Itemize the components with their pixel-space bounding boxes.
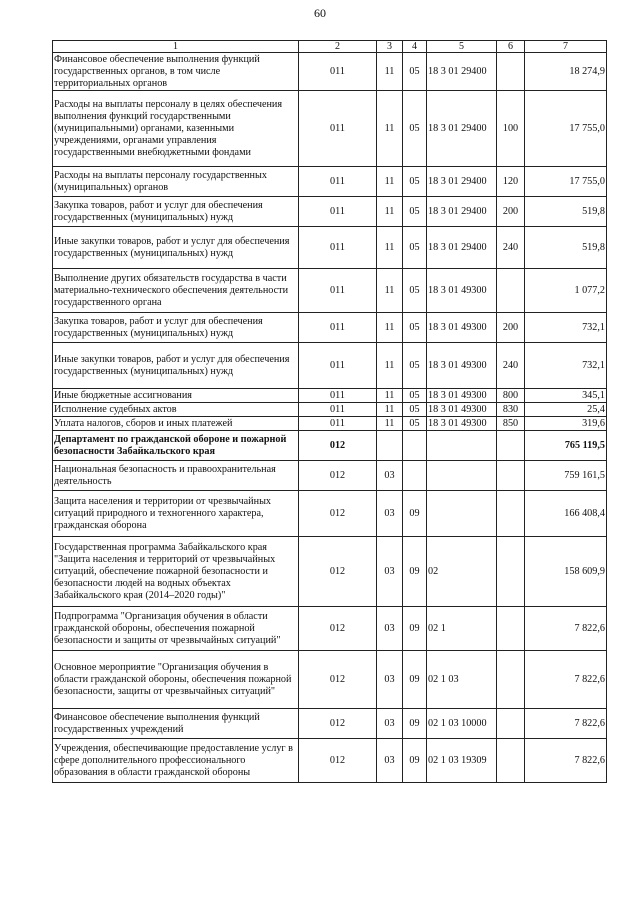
row-amount: 7 822,6 [525,739,607,783]
row-subsection: 05 [403,91,427,167]
row-subsection: 09 [403,607,427,651]
row-section: 11 [377,197,403,227]
table-body [53,53,607,783]
row-amount: 7 822,6 [525,607,607,651]
table-row [53,431,607,461]
row-expense-type [497,491,525,537]
row-amount: 7 822,6 [525,651,607,709]
row-subsection: 05 [403,313,427,343]
row-amount: 519,8 [525,197,607,227]
table-row [53,389,607,403]
row-section: 03 [377,709,403,739]
column-number-row [53,41,607,53]
row-section: 03 [377,739,403,783]
row-target-article: 18 3 01 29400 [427,197,497,227]
row-amount: 759 161,5 [525,461,607,491]
column-number: 2 [299,41,377,53]
row-description: Подпрограмма "Организация обучения в области гражданской обороны, обеспечения пожарной безопасности и защиты от чрезвычайных ситуаций" [53,607,299,651]
table-row [53,269,607,313]
row-ministry-code: 012 [299,709,377,739]
row-ministry-code: 011 [299,343,377,389]
row-target-article: 18 3 01 49300 [427,343,497,389]
row-amount: 25,4 [525,403,607,417]
row-target-article: 18 3 01 49300 [427,313,497,343]
row-subsection: 05 [403,197,427,227]
row-section: 03 [377,651,403,709]
row-subsection: 09 [403,537,427,607]
table-row [53,491,607,537]
row-amount: 345,1 [525,389,607,403]
row-ministry-code: 012 [299,461,377,491]
row-target-article: 02 1 03 [427,651,497,709]
row-expense-type [497,739,525,783]
row-ministry-code: 011 [299,167,377,197]
row-expense-type: 800 [497,389,525,403]
row-section: 11 [377,269,403,313]
row-expense-type: 200 [497,313,525,343]
row-description: Иные закупки товаров, работ и услуг для обеспечения государственных (муниципальных) нужд [53,227,299,269]
row-description: Финансовое обеспечение выполнения функций государственных учреждений [53,709,299,739]
row-expense-type: 240 [497,227,525,269]
row-subsection: 05 [403,227,427,269]
row-description: Защита населения и территории от чрезвычайных ситуаций природного и техногенного характера, гражданская оборона [53,491,299,537]
column-number: 5 [427,41,497,53]
row-amount: 765 119,5 [525,431,607,461]
row-ministry-code: 012 [299,537,377,607]
column-number: 6 [497,41,525,53]
row-ministry-code: 011 [299,197,377,227]
row-expense-type [497,53,525,91]
row-subsection [403,431,427,461]
row-description: Расходы на выплаты персоналу государственных (муниципальных) органов [53,167,299,197]
row-target-article: 18 3 01 49300 [427,403,497,417]
table-row [53,537,607,607]
table-row [53,343,607,389]
table-row [53,167,607,197]
row-expense-type: 100 [497,91,525,167]
row-expense-type: 850 [497,417,525,431]
row-ministry-code: 012 [299,607,377,651]
row-target-article: 02 1 03 10000 [427,709,497,739]
row-section: 03 [377,537,403,607]
row-expense-type: 120 [497,167,525,197]
row-description: Финансовое обеспечение выполнения функций государственных органов, в том числе территориальных органов [53,53,299,91]
row-amount: 17 755,0 [525,167,607,197]
row-section: 03 [377,461,403,491]
row-amount: 158 609,9 [525,537,607,607]
row-target-article [427,461,497,491]
row-subsection: 05 [403,343,427,389]
column-number: 1 [53,41,299,53]
row-amount: 1 077,2 [525,269,607,313]
row-expense-type [497,651,525,709]
row-description: Иные бюджетные ассигнования [53,389,299,403]
row-ministry-code: 012 [299,739,377,783]
row-section: 11 [377,167,403,197]
row-description: Расходы на выплаты персоналу в целях обеспечения выполнения функций государственными (муниципальными) органами, казенными учреждениями, органами управления государственными внебюджетными фондами [53,91,299,167]
row-expense-type: 200 [497,197,525,227]
row-target-article: 18 3 01 29400 [427,91,497,167]
table-row [53,227,607,269]
row-amount: 18 274,9 [525,53,607,91]
row-subsection [403,461,427,491]
row-description: Уплата налогов, сборов и иных платежей [53,417,299,431]
row-section: 11 [377,91,403,167]
row-ministry-code: 011 [299,389,377,403]
row-description: Национальная безопасность и правоохранительная деятельность [53,461,299,491]
row-description: Учреждения, обеспечивающие предоставление услуг в сфере дополнительного профессионального образования в области гражданской обороны [53,739,299,783]
row-expense-type: 240 [497,343,525,389]
row-section: 11 [377,343,403,389]
row-expense-type [497,431,525,461]
table-row [53,709,607,739]
table-row [53,651,607,709]
row-ministry-code: 011 [299,403,377,417]
row-ministry-code: 011 [299,269,377,313]
row-section: 11 [377,313,403,343]
row-description: Иные закупки товаров, работ и услуг для обеспечения государственных (муниципальных) нужд [53,343,299,389]
table-row [53,739,607,783]
row-subsection: 09 [403,651,427,709]
table-row [53,417,607,431]
row-target-article [427,491,497,537]
row-expense-type [497,709,525,739]
row-target-article [427,431,497,461]
column-number: 3 [377,41,403,53]
row-target-article: 02 1 03 19309 [427,739,497,783]
row-section: 03 [377,491,403,537]
table-row [53,403,607,417]
row-section: 11 [377,389,403,403]
row-subsection: 09 [403,491,427,537]
row-section: 11 [377,53,403,91]
row-ministry-code: 012 [299,651,377,709]
row-description: Закупка товаров, работ и услуг для обеспечения государственных (муниципальных) нужд [53,197,299,227]
row-subsection: 05 [403,417,427,431]
row-description: Выполнение других обязательств государства в части материально-технического обеспечения деятельности государственного органа [53,269,299,313]
table-row [53,53,607,91]
row-ministry-code: 011 [299,313,377,343]
row-ministry-code: 012 [299,431,377,461]
column-number: 4 [403,41,427,53]
row-description: Департамент по гражданской обороне и пожарной безопасности Забайкальского края [53,431,299,461]
table-row [53,91,607,167]
row-target-article: 02 [427,537,497,607]
page-number: 60 [314,6,326,20]
row-amount: 166 408,4 [525,491,607,537]
row-target-article: 18 3 01 49300 [427,269,497,313]
row-section: 11 [377,227,403,269]
row-section [377,431,403,461]
table-row [53,607,607,651]
row-target-article: 18 3 01 49300 [427,389,497,403]
row-section: 03 [377,607,403,651]
row-expense-type: 830 [497,403,525,417]
row-target-article: 18 3 01 29400 [427,53,497,91]
row-subsection: 05 [403,389,427,403]
row-expense-type [497,607,525,651]
row-section: 11 [377,403,403,417]
row-amount: 732,1 [525,343,607,389]
budget-table [52,40,607,783]
row-subsection: 05 [403,403,427,417]
row-description: Государственная программа Забайкальского края "Защита населения и территорий от чрезвычайных ситуаций, обеспечение пожарной безопасности и безопасности людей на водных объектах Забайкальского края (2014–2020 годы)" [53,537,299,607]
row-ministry-code: 011 [299,53,377,91]
table-row [53,313,607,343]
row-amount: 732,1 [525,313,607,343]
row-subsection: 09 [403,739,427,783]
row-subsection: 05 [403,167,427,197]
row-amount: 7 822,6 [525,709,607,739]
row-section: 11 [377,417,403,431]
row-target-article: 18 3 01 29400 [427,167,497,197]
row-ministry-code: 011 [299,227,377,269]
row-ministry-code: 012 [299,491,377,537]
row-description: Основное мероприятие "Организация обучения в области гражданской обороны, обеспечения пожарной безопасности, защиты от чрезвычайных ситуаций" [53,651,299,709]
row-target-article: 18 3 01 49300 [427,417,497,431]
row-expense-type [497,269,525,313]
row-target-article: 18 3 01 29400 [427,227,497,269]
row-subsection: 09 [403,709,427,739]
row-amount: 17 755,0 [525,91,607,167]
row-amount: 319,6 [525,417,607,431]
row-ministry-code: 011 [299,91,377,167]
column-number: 7 [525,41,607,53]
row-description: Исполнение судебных актов [53,403,299,417]
row-subsection: 05 [403,269,427,313]
row-expense-type [497,537,525,607]
row-amount: 519,8 [525,227,607,269]
row-ministry-code: 011 [299,417,377,431]
table-row [53,197,607,227]
table-row [53,461,607,491]
row-target-article: 02 1 [427,607,497,651]
row-subsection: 05 [403,53,427,91]
row-expense-type [497,461,525,491]
row-description: Закупка товаров, работ и услуг для обеспечения государственных (муниципальных) нужд [53,313,299,343]
